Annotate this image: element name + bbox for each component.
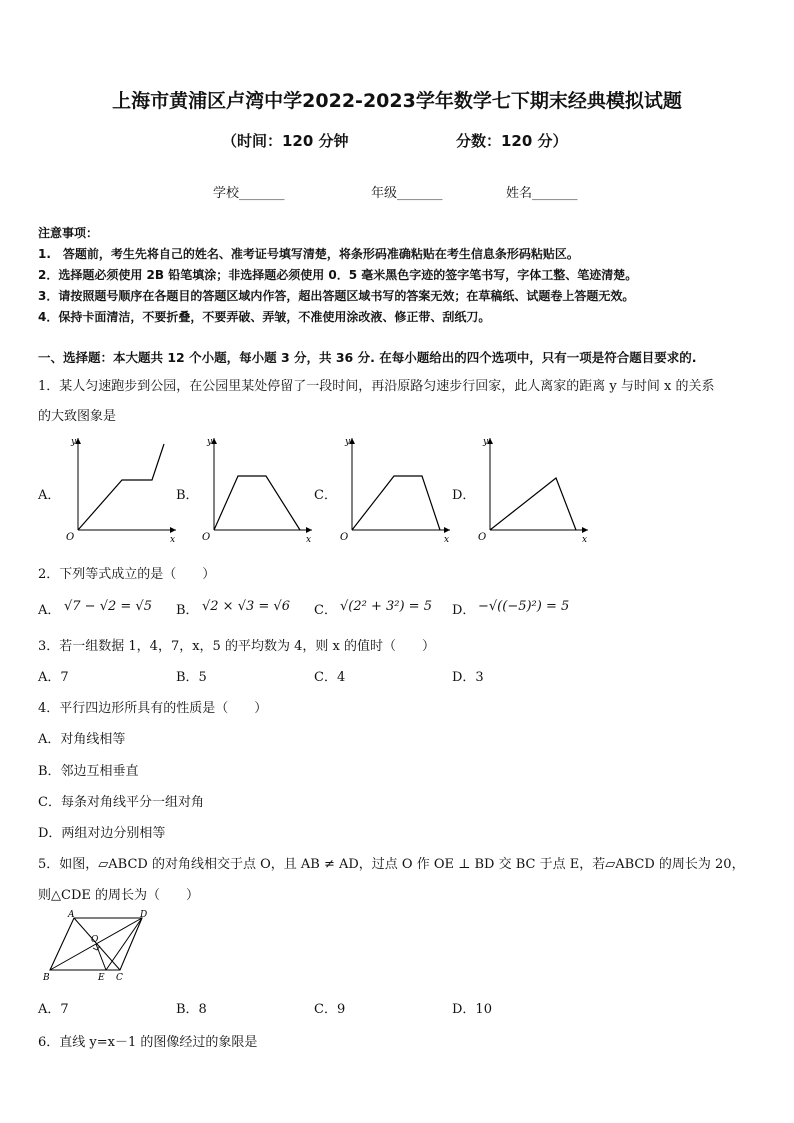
- q2-option-a: √7 − √2 = √5: [64, 599, 152, 614]
- question-4-stem: 4．平行四边形所具有的性质是（ ）: [38, 701, 268, 716]
- origin-label: O: [66, 532, 75, 543]
- q1-graph-c: [334, 432, 456, 548]
- q1-option-d-label: D．: [452, 488, 476, 503]
- q1-option-b-label: B．: [176, 488, 199, 503]
- q2-option-c-label: C．: [314, 603, 337, 618]
- x-axis-label: x: [306, 535, 312, 545]
- q2-option-a-label: A．: [38, 603, 61, 618]
- grade-field: 年级_______: [371, 186, 443, 201]
- note-item: 2．选择题必须使用 2B 铅笔填涂；非选择题必须使用 0．5 毫米黑色字迹的签字笔书写，字体工整、笔迹清楚。: [38, 268, 638, 282]
- question-2-stem: 2．下列等式成立的是（ ）: [38, 567, 216, 582]
- q3-option-b: B．5: [176, 670, 207, 685]
- q3-option-c: C．4: [314, 670, 346, 685]
- point-b-label: B: [43, 973, 50, 983]
- point-e-label: E: [98, 973, 105, 983]
- x-axis-label: x: [170, 535, 176, 545]
- q5-option-a: A．7: [38, 1002, 69, 1017]
- point-d-label: D: [140, 910, 148, 920]
- y-axis-label: y: [345, 437, 351, 447]
- y-axis-label: y: [71, 437, 77, 447]
- section-heading: 一、选择题：本大题共 12 个小题，每小题 3 分，共 36 分. 在每小题给出的四个选项中，只有一项是符合题目要求的.: [38, 350, 697, 365]
- q1-graph-b: [196, 432, 318, 548]
- exam-score: 分数：120 分）: [456, 132, 568, 150]
- q5-option-d: D．10: [452, 1002, 492, 1017]
- note-item: 3．请按照题号顺序在各题目的答题区域内作答，超出答题区域书写的答案无效；在草稿纸、试题卷上答题无效。: [38, 289, 635, 303]
- q2-option-d: −√((−5)²) = 5: [478, 599, 570, 614]
- q2-option-b: √2 × √3 = √6: [202, 599, 290, 614]
- question-1-line2: 的大致图象是: [38, 409, 117, 424]
- point-a-label: A: [68, 910, 75, 920]
- q2-option-d-label: D．: [452, 603, 476, 618]
- q3-option-d: D．3: [452, 670, 484, 685]
- point-c-label: C: [116, 973, 123, 983]
- q1-graph-a: [60, 432, 182, 548]
- question-1-line1: 1．某人匀速跑步到公园，在公园里某处停留了一段时间，再沿原路匀速步行回家，此人离家的距离 y 与时间 x 的关系: [38, 379, 715, 394]
- q1-graph-d: [472, 432, 594, 548]
- origin-label: O: [340, 532, 349, 543]
- question-6-stem: 6．直线 y=x－1 的图像经过的象限是: [38, 1035, 258, 1050]
- y-axis-label: y: [207, 437, 213, 447]
- question-5-line2: 则△CDE 的周长为（ ）: [38, 888, 199, 903]
- q4-option-c: C．每条对角线平分一组对角: [38, 795, 204, 810]
- name-field: 姓名_______: [506, 186, 578, 201]
- q3-option-a: A．7: [38, 670, 69, 685]
- q1-option-c-label: C．: [314, 488, 337, 503]
- notes-heading: 注意事项：: [38, 226, 99, 240]
- q2-option-b-label: B．: [176, 603, 199, 618]
- x-axis-label: x: [582, 535, 588, 545]
- school-field: 学校_______: [213, 186, 285, 201]
- q4-option-d: D．两组对边分别相等: [38, 826, 166, 841]
- origin-label: O: [202, 532, 211, 543]
- q1-option-a-label: A．: [38, 488, 61, 503]
- q2-option-c: √(2² + 3²) = 5: [340, 599, 432, 614]
- exam-time: （时间：120 分钟: [222, 132, 349, 150]
- note-item: 4．保持卡面清洁，不要折叠，不要弄破、弄皱，不准使用涂改液、修正带、刮纸刀。: [38, 310, 491, 324]
- question-5-line1: 5．如图，▱ABCD 的对角线相交于点 O，且 AB ≠ AD，过点 O 作 OE ⊥ BD 交 BC 于点 E，若▱ABCD 的周长为 20，: [38, 857, 745, 872]
- page-title: 上海市黄浦区卢湾中学2022-2023学年数学七下期末经典模拟试题: [112, 90, 682, 112]
- note-item: 1. 答题前，考生先将自己的姓名、准考证号填写清楚，将条形码准确粘贴在考生信息条形码粘贴区。: [38, 247, 579, 261]
- y-axis-label: y: [483, 437, 489, 447]
- q5-option-b: B．8: [176, 1002, 207, 1017]
- q5-option-c: C．9: [314, 1002, 346, 1017]
- origin-label: O: [478, 532, 487, 543]
- q4-option-b: B．邻边互相垂直: [38, 764, 139, 779]
- point-o-label: O: [91, 935, 99, 945]
- q5-parallelogram-figure: [38, 908, 160, 986]
- question-3-stem: 3．若一组数据 1，4，7，x，5 的平均数为 4，则 x 的值时（ ）: [38, 639, 435, 654]
- x-axis-label: x: [444, 535, 450, 545]
- q4-option-a: A．对角线相等: [38, 732, 126, 747]
